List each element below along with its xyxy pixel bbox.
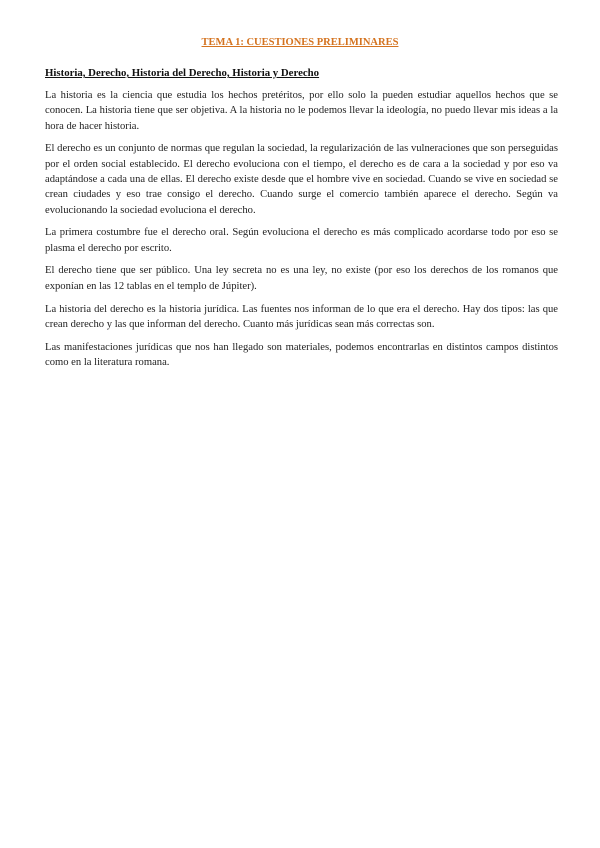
paragraph-manifestaciones: Las manifestaciones jurídicas que nos han llegado son materiales, podemos encontrarlas en distintos campos distintos como en la literatura romana. [45,341,558,368]
paragraph-publico: El derecho tiene que ser público. Una ley secreta no es una ley, no existe (por eso los derechos de los romanos que exponían en las 12 tablas en el templo de Júpiter). [45,265,558,292]
paragraph-historia-juridica: La historia del derecho es la historia jurídica. Las fuentes nos informan de lo que era el derecho. Hay dos tipos: las que crean derecho y las que informan del derecho. Cuanto más jurídicas sean más correctas son. [45,303,558,330]
paragraph-historia: La historia es la ciencia que estudia los hechos pretéritos, por ello solo la pueden estudiar aquellos hechos que se conocen. La historia tiene que ser objetiva. A la historia no le podemos llevar la ideología, no puedo llevar mis ideas a la hora de hacer historia. [45,90,558,132]
document-body [45,67,558,378]
paragraph-costumbre: La primera costumbre fue el derecho oral. Según evoluciona el derecho es más complicado acordarse todo por eso se plasma el derecho por escrito. [45,227,558,254]
document-title: TEMA 1: CUESTIONES PRELIMINARES [201,37,399,48]
section-heading: Historia, Derecho, Historia del Derecho, Historia y Derecho [45,67,320,79]
paragraph-derecho: El derecho es un conjunto de normas que regulan la sociedad, la regularización de las vulneraciones que son perseguidas por el orden social establecido. El derecho evoluciona con el tiempo, el derecho es de cara a la sociedad y por eso va adaptándose a cada una de ellas. El derecho existe desde que el hombre vive en sociedad. Cuando se vive en sociedad se crean ciudades y eso trae consigo el derecho. Cuando surge el comercio también aparece el derecho. Según va evolucionando la sociedad evoluciona el derecho. [45,143,558,216]
